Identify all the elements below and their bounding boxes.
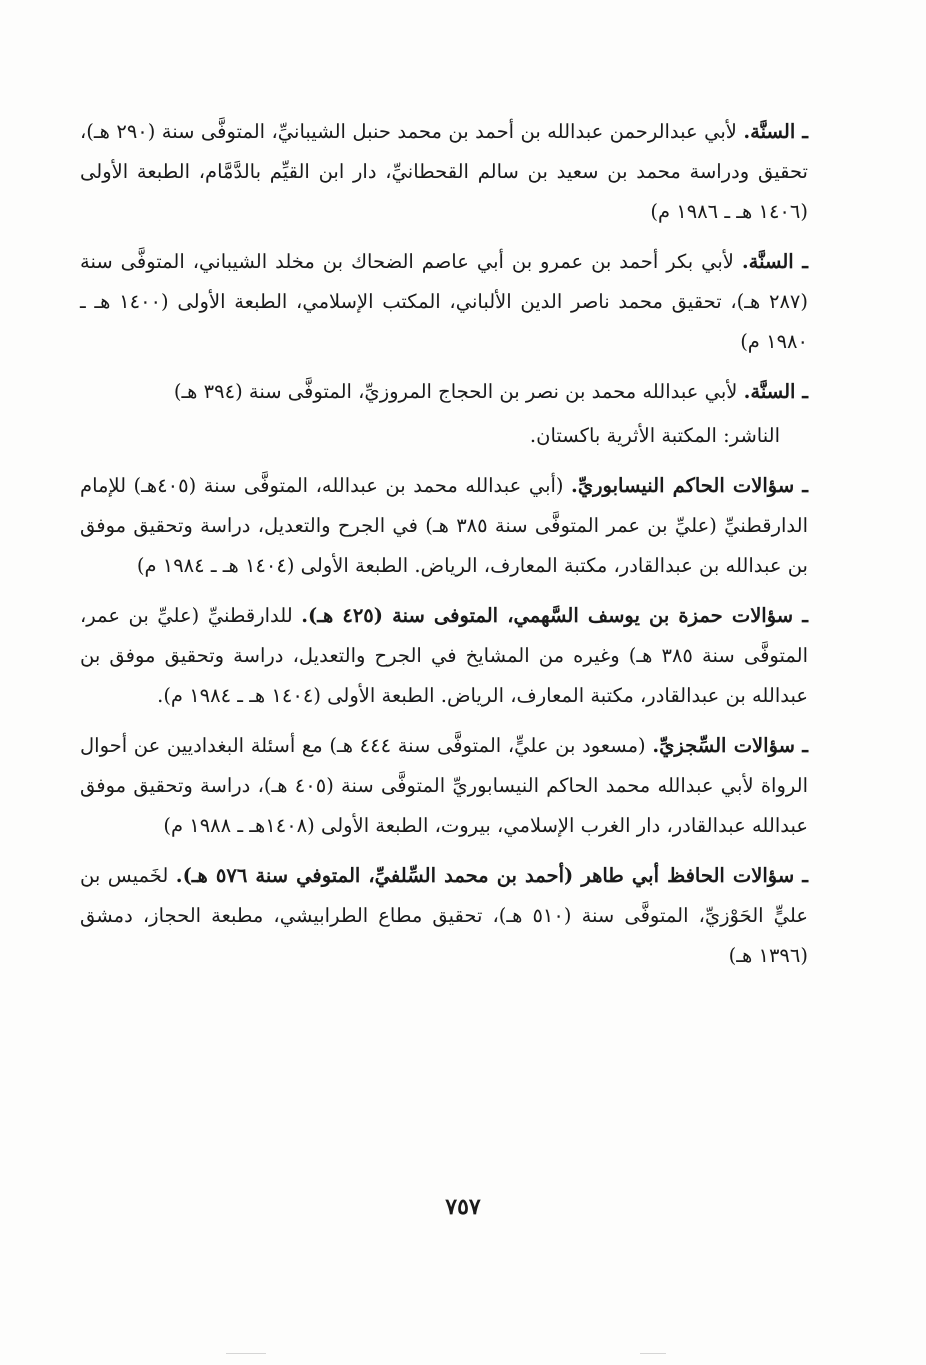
- entry-dash: ـ: [794, 864, 808, 887]
- entry-title: سؤالات حمزة بن يوسف السَّهمي، المتوفى سنة (٤٢٥ هـ).: [301, 604, 794, 627]
- entry-text: (مسعود بن عليٍّ، المتوفَّى سنة ٤٤٤ هـ) مع أسئلة البغداديين عن أحوال الرواة لأبي عبدالله محمد الحاكم النيسابوريِّ المتوفَّى سنة (٤٠٥ هـ)، دراسة وتحقيق موفق عبدالله عبدالقادر، دار الغرب الإسلامي، بيروت، الطبعة الأولى (١٤٠٨هـ ـ ١٩٨٨ م): [80, 734, 808, 837]
- scan-artifact-line: [226, 1353, 266, 1354]
- bibliography-entry: [80, 242, 808, 362]
- entry-title: سؤالات الحافظ أبي طاهر (أحمد بن محمد السِّلفيِّ، المتوفي سنة ٥٧٦ هـ).: [175, 864, 795, 887]
- entry-text: لأبي عبدالله محمد بن نصر بن الحجاج المروزيِّ، المتوفَّى سنة (٣٩٤ هـ): [173, 380, 744, 403]
- bibliography-list: [80, 112, 808, 986]
- entry-text: (أبي عبدالله محمد بن عبدالله، المتوفَّى سنة (٤٠٥هـ) للإمام الدارقطنيِّ (عليِّ بن عمر المتوفَّى سنة ٣٨٥ هـ) في الجرح والتعديل، دراسة وتحقيق موفق بن عبدالله بن عبدالقادر، مكتبة المعارف، الرياض. الطبعة الأولى (١٤٠٤ هـ ـ ١٩٨٤ م): [80, 474, 808, 577]
- entry-text: لخَميس بن عليٍّ الحَوْزيِّ، المتوفَّى سنة (٥١٠ هـ)، تحقيق مطاع الطرابيشي، مطبعة الحجاز، دمشق (١٣٩٦ هـ): [80, 864, 808, 967]
- entry-text: لأبي بكر أحمد بن عمرو بن أبي عاصم الضحاك بن مخلد الشيباني، المتوفَّى سنة (٢٨٧ هـ)، تحقيق محمد ناصر الدين الألباني، المكتب الإسلامي، الطبعة الأولى (١٤٠٠ هـ ـ ١٩٨٠ م): [80, 250, 809, 353]
- entry-publisher: الناشر: المكتبة الأثرية باكستان.: [529, 424, 780, 447]
- entry-text: للدارقطنيِّ (عليِّ بن عمر، المتوفَّى سنة ٣٨٥ هـ) وغيره من المشايخ في الجرح والتعديل، دراسة وتحقيق موفق بن عبدالله بن عبدالقادر، مكتبة المعارف، الرياض. الطبعة الأولى (١٤٠٤ هـ ـ ١٩٨٤ م).: [80, 604, 808, 707]
- entry-title: سؤالات السِّجزيِّ.: [652, 734, 796, 757]
- bibliography-entry: [80, 112, 808, 232]
- bibliography-entry: [80, 466, 808, 586]
- entry-title: السنَّة.: [743, 120, 796, 143]
- entry-title: السنَّة.: [741, 250, 794, 273]
- bibliography-entry: [80, 856, 808, 976]
- entry-text: لأبي عبدالرحمن عبدالله بن أحمد بن محمد حنبل الشيبانيِّ، المتوفَّى سنة (٢٩٠ هـ)، تحقيق ودراسة محمد بن سعيد بن سالم القحطانيِّ، دار ابن القيِّم بالدَّمَّام، الطبعة الأولى (١٤٠٦ هـ ـ ١٩٨٦ م): [80, 120, 808, 223]
- bibliography-entry: [80, 596, 808, 716]
- entry-dash: ـ: [795, 380, 808, 403]
- bibliography-entry: [80, 372, 808, 412]
- entry-dash: ـ: [795, 120, 808, 143]
- entry-dash: ـ: [795, 734, 808, 757]
- entry-title: السنَّة.: [743, 380, 796, 403]
- entry-dash: ـ: [793, 604, 808, 627]
- entry-title: سؤالات الحاكم النيسابوريِّ.: [571, 474, 795, 497]
- entry-dash: ـ: [793, 250, 808, 273]
- entry-dash: ـ: [794, 474, 808, 497]
- page-number: ٧٥٧: [445, 1194, 481, 1220]
- bibliography-entry: [80, 726, 808, 846]
- scan-artifact-line: [640, 1353, 666, 1354]
